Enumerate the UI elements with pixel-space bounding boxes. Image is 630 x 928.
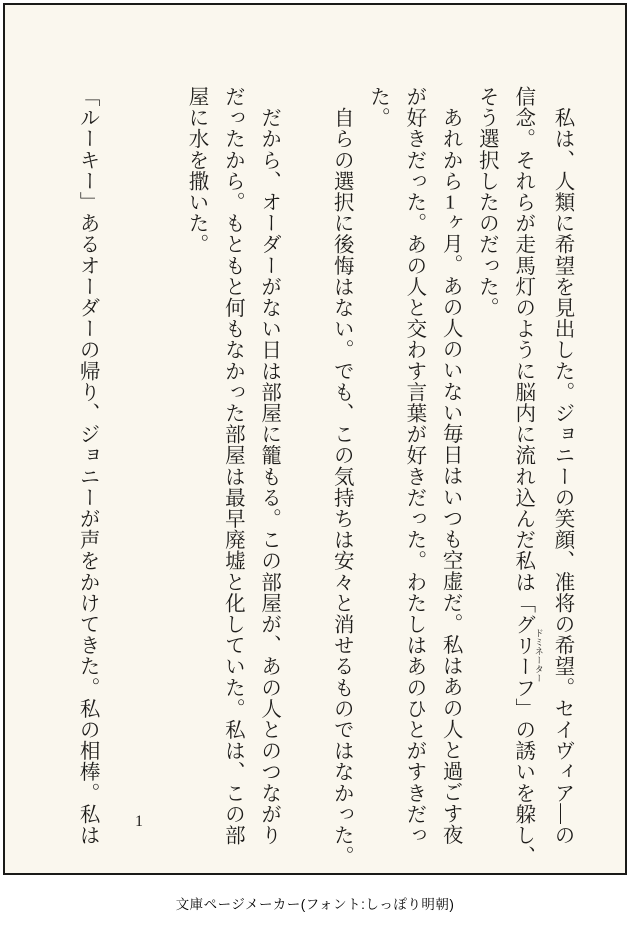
text-line [141,86,177,864]
text-line: そう選択したのだった。 [475,86,498,319]
ruby-annotation: ドミネーター [533,613,544,698]
text-line: が好きだった。あの人と交わす言葉が好きだった。わたしはあのひとがすきだっ [402,86,425,846]
footer-credit: 文庫ページメーカー(フォント:しっぽり明朝) [175,897,455,912]
text-line: た。 [366,86,389,129]
text-line: 「ルーキー」あるオーダーの帰り、ジョニーが声をかけてきた。私の相棒。私は [76,86,99,846]
text-line: 信念。それらが走馬灯のように脳内に流れ込んだ私は「グリーフ ドミネーター」の誘いを躱し、 [511,86,544,867]
text-line: 屋に水を撒いた。 [185,86,208,255]
text-line: だったから。もともと何もなかった部屋は最早廃墟と化していた。私は、この部 [221,86,244,846]
book-page [3,3,627,875]
text-line: あれから1ヶ月。あの人のいない毎日はいつも空虚だ。私はあの人と過ごす夜 [439,86,462,845]
page-text [69,86,580,867]
upright-digit: 1 [444,191,456,212]
ruby-term: グリーフ ドミネーター [511,613,544,698]
text-line: だから、オーダーがない日は部屋に籠もる。この部屋が、あの人とのつながり [257,86,280,846]
page-number: 1 [135,813,143,830]
text-line [287,86,323,864]
text-line: 私は、人類に希望を見出した。ジョニーの笑顔、准将の希望。セイヴィア―の [551,86,573,846]
text-line [105,86,141,864]
text-line: 自らの選択に後悔はない。でも、この気持ちは安々と消せるものではなかった。 [330,86,353,867]
